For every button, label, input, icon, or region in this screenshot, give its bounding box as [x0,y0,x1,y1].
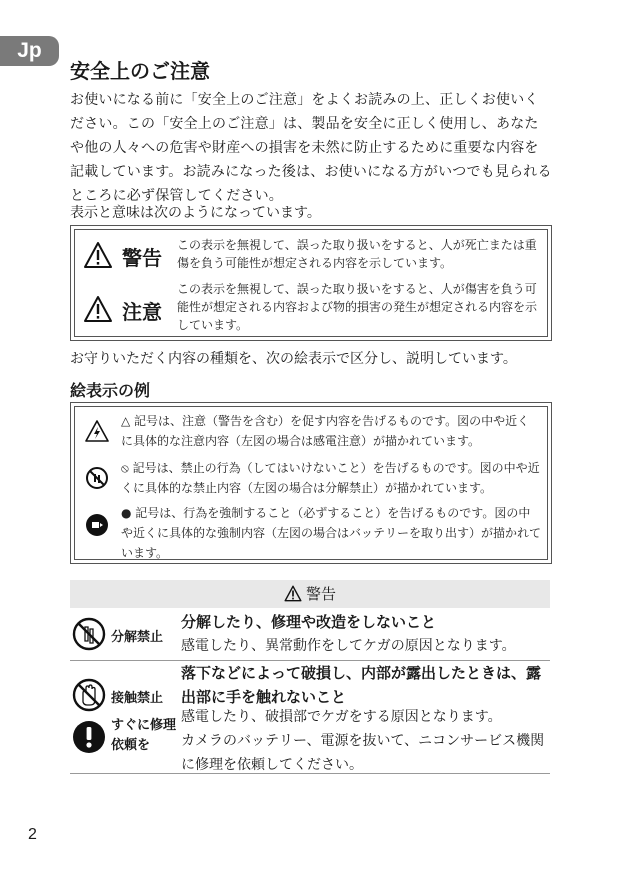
electric-shock-caution-icon [85,419,109,443]
signal-row-caution [75,280,547,338]
signal-desc-warning: この表示を無視して、誤った取り扱いをすると、人が死亡または重傷を負う可能性が想定される内容を示しています。 [177,238,537,270]
example-desc-caution: △ 記号は、注意（警告を含む）を促す内容を告げるものです。図の中や近くに具体的な注意内容（左図の場合は感電注意）が描かれています。 [121,414,530,448]
warning-triangle-icon [284,585,302,602]
no-touch-icon [72,678,106,712]
remove-battery-icon [85,513,109,537]
item-label-repair-request: すぐに修理依頼を [111,718,177,753]
exclamation-icon [72,720,106,754]
example-row-caution [75,407,547,455]
example-desc-prohibition: ⦸ 記号は、禁止の行為（してはいけないこと）を告げるものです。図の中や近くに具体的な禁止内容（左図の場合は分解禁止）が描かれています。 [121,461,540,495]
warning-triangle-icon [83,295,113,323]
item-heading-no-disassembly: 分解したり、修理や改造をしないこと [181,613,437,631]
example-row-prohibition [75,455,547,499]
signal-label-caution: 注意 [122,300,162,324]
warning-header-label: 警告 [305,585,336,603]
item-label-no-touch: 接触禁止 [111,691,164,706]
item-heading-no-touch: 落下などによって破損し、内部が露出したときは、露出部に手を触れないこと [181,664,542,706]
example-desc-mandatory: ● 記号は、行為を強制すること（必ずすること）を告げるものです。図の中や近くに具体的な強制内容（左図の場合はバッテリーを取り出す）が描かれています。 [121,506,542,560]
intro-paragraph: お使いになる前に「安全上のご注意」をよくお読みの上、正しくお使いください。この「安全上のご注意」は、製品を安全に正しく使用し、あなたや他の人々への危害や財産への損害を未然に防止するために重要な内容を記載しています。お読みになった後は、お使いになる方がいつでも見られるところに必ず保管してください。 [70,92,552,204]
page-title: 安全上のご注意 [70,59,210,83]
item-body-repair-request: カメラのバッテリー、電源を抜いて、ニコンサービス機関に修理を依頼してください。 [181,733,545,773]
signal-row-warning [75,230,547,280]
item-divider [70,773,550,774]
pictogram-example-box [70,402,552,564]
item-label-no-disassembly: 分解禁止 [111,630,164,645]
signal-word-box [70,225,552,341]
signal-desc-caution: この表示を無視して、誤った取り扱いをすると、人が傷害を負う可能性が想定される内容および物的損害の発生が想定される内容を示しています。 [177,282,538,332]
item-body-no-disassembly: 感電したり、異常動作をしてケガの原因となります。 [181,638,516,654]
example-heading: 絵表示の例 [70,381,151,400]
no-disassembly-icon [85,466,109,490]
example-row-mandatory [75,503,547,561]
warning-section-header [70,580,550,608]
language-tab: Jp [0,36,59,66]
item-body-no-touch: 感電したり、破損部でケガをする原因となります。 [181,709,502,725]
page-number: 2 [28,826,37,843]
warning-triangle-icon [83,241,113,269]
signal-label-warning: 警告 [122,246,162,270]
no-disassembly-icon [72,617,106,651]
classify-line: お守りいただく内容の種類を、次の絵表示で区分し、説明しています。 [70,351,517,367]
meaning-line: 表示と意味は次のようになっています。 [70,205,321,221]
